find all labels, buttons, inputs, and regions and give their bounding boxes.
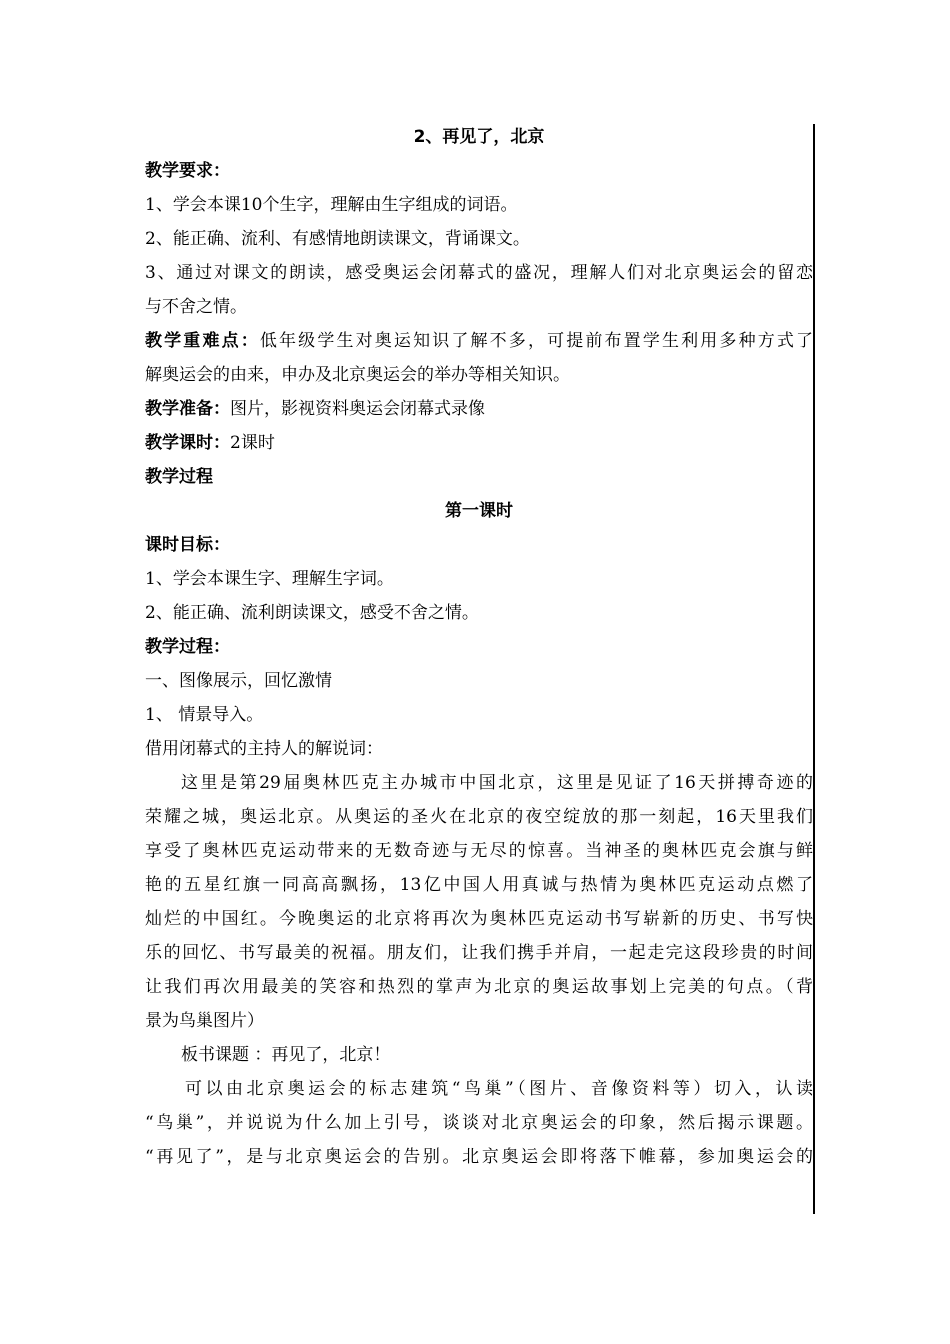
step-one: 一、图像展示，回忆激情 xyxy=(145,671,332,691)
class-hours-label: 教学课时： xyxy=(145,433,230,453)
teaching-process-heading: 教学过程： xyxy=(145,637,230,657)
class-hours-text: 2课时 xyxy=(230,433,275,453)
class-hours-line xyxy=(145,426,813,460)
requirement-item-continued: 与不舍之情。 xyxy=(145,297,247,317)
key-points-line xyxy=(145,324,813,358)
speech-line: 荣耀之城，奥运北京。从奥运的圣火在北京的夜空绽放的那一刻起，16天里我们 xyxy=(145,807,813,827)
goal-item: 2、能正确、流利朗读课文，感受不舍之情。 xyxy=(145,603,479,623)
process-heading: 教学过程 xyxy=(145,467,213,487)
speech-line: 这里是第29届奥林匹克主办城市中国北京，这里是见证了16天拼搏奇迹的 xyxy=(181,773,813,793)
speech-line: 景为鸟巢图片） xyxy=(145,1011,264,1031)
board-title: 板书课题 ：再见了，北京！ xyxy=(181,1045,391,1065)
preparation-label: 教学准备： xyxy=(145,399,230,419)
key-points-text: 低年级学生对奥运知识了解不多，可提前布置学生利用多种方式了 xyxy=(259,331,813,351)
document-title: 2、再见了，北京 xyxy=(413,127,545,147)
host-intro: 借用闭幕式的主持人的解说词： xyxy=(145,739,383,759)
paragraph-line: “鸟巢”，并说说为什么加上引号，谈谈对北京奥运会的印象，然后揭示课题。 xyxy=(145,1113,813,1133)
page-margin-rule xyxy=(813,124,815,1214)
lesson-one-title: 第一课时 xyxy=(445,501,513,521)
preparation-text: 图片，影视资料奥运会闭幕式录像 xyxy=(230,399,485,419)
key-points-text-continued: 解奥运会的由来，申办及北京奥运会的举办等相关知识。 xyxy=(145,365,570,385)
speech-line: 享受了奥林匹克运动带来的无数奇迹与无尽的惊喜。当神圣的奥林匹克会旗与鲜 xyxy=(145,841,813,861)
goal-item: 1、学会本课生字、理解生字词。 xyxy=(145,569,394,589)
requirements-heading: 教学要求： xyxy=(145,161,230,181)
preparation-line xyxy=(145,392,813,426)
speech-line: 乐的回忆、书写最美的祝福。朋友们，让我们携手并肩，一起走完这段珍贵的时间 xyxy=(145,943,813,963)
requirement-item: 2、能正确、流利、有感情地朗读课文，背诵课文。 xyxy=(145,229,530,249)
document-page xyxy=(145,120,813,1174)
step-one-sub: 1、 情景导入。 xyxy=(145,705,264,725)
speech-line: 灿烂的中国红。今晚奥运的北京将再次为奥林匹克运动书写崭新的历史、书写快 xyxy=(145,909,813,929)
goals-heading: 课时目标： xyxy=(145,535,230,555)
speech-line: 艳的五星红旗一同高高飘扬，13亿中国人用真诚与热情为奥林匹克运动点燃了 xyxy=(145,875,813,895)
requirement-item: 3、通过对课文的朗读，感受奥运会闭幕式的盛况，理解人们对北京奥运会的留恋 xyxy=(145,263,813,283)
key-points-label: 教学重难点： xyxy=(145,331,260,351)
paragraph-line: “再见了”，是与北京奥运会的告别。北京奥运会即将落下帷幕，参加奥运会的 xyxy=(145,1147,813,1167)
paragraph-line: 可以由北京奥运会的标志建筑“鸟巢”（图片、音像资料等）切入，认读 xyxy=(185,1079,813,1099)
speech-line: 让我们再次用最美的笑容和热烈的掌声为北京的奥运故事划上完美的句点。（背 xyxy=(145,977,813,997)
requirement-item: 1、学会本课10个生字，理解由生字组成的词语。 xyxy=(145,195,518,215)
